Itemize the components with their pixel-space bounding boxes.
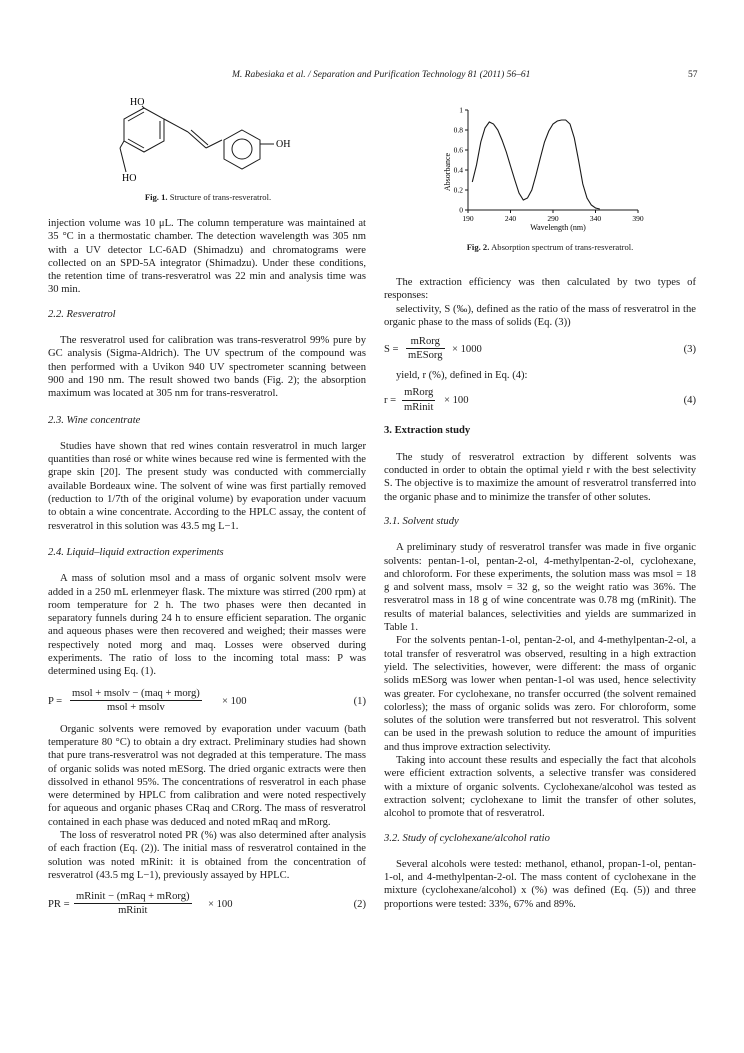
paragraph-2-4c: The loss of resveratrol noted PR (%) was also determined after analysis of each fraction (Eq. (2)). The initial mass of resveratrol contained in the solution was noted mRinit: it is obtained from the concentration of resveratrol (43.5 mg L−1), previously assayed by HPLC. [48,829,366,881]
paragraph-3-2: Several alcohols were tested: methanol, ethanol, propan-1-ol, pentan-1-ol, and 4-methylpentan-2-ol. The mass content of cyclohexane in the mixture (cyclohexane/alcohol) x (%) was defined (Eq. (5)) and three proportions were tested: 33%, 67% and 89%. [384,858,696,910]
y-tick-label: 0.4 [453,165,463,175]
eq1-lhs: P = [48,695,63,707]
eq2-lhs: PR = [48,899,70,911]
eq3-numerator: mRorg [406,335,445,349]
eq1-fraction [70,687,202,715]
left-column [48,217,366,918]
label-ho-bottom: HO [122,173,137,184]
eq2-multiplier: × 100 [208,899,233,911]
figure-2-label: Fig. 2. [466,242,490,252]
eq2-fraction [74,890,192,918]
y-tick-label: 1 [459,105,463,115]
label-ho-top: HO [130,97,145,108]
paragraph-3-1c: Taking into account these results and especially the fact that alcohols were efficient extraction solvents, a selective transfer was considered with a mixture of organic solvents. Cyclohexane/alcohol was tested as extraction solvent; cyclohexane to limit the transfer of other solutes, alcohol to promote that of resveratrol. [384,755,696,820]
figure-1-label: Fig. 1. [144,192,168,202]
page-number: 57 [688,70,698,80]
vinyl-bridge [164,119,222,148]
y-axis-label: Absorbance [443,152,452,192]
heading-3-2: 3.2. Study of cyclohexane/alcohol ratio [384,832,550,844]
eq3-number: (3) [683,344,696,356]
eq1-numerator: msol + msolv − (maq + morg) [70,687,202,701]
eq4-multiplier: × 100 [444,395,469,407]
figure-1 [108,92,308,204]
y-tick-label: 0.2 [453,185,463,195]
figure-2-caption [440,242,660,252]
figure-1-caption [108,192,308,202]
paragraph-2-4b: Organic solvents were removed by evaporation under vacuum (bath temperature 80 °C) to obtain a dry extract. Preliminary studies had shown that pure trans-resveratrol was not degraded at this temperature. The mass of organic solids was noted mESorg. The dried organic extracts were then dissolved in ethanol 95%. The concentrations of resveratrol in each phase were determined by HPLC from calibration and were noted respectively for aqueous and organic phases CRaq and CRorg. The mass of resveratrol contained in each phase was deduced and noted mRaq and mRorg. [48,723,366,828]
figure-1-text: Structure of trans-resveratrol. [169,192,272,202]
eq2-denominator: mRinit [118,905,148,917]
equation-3 [384,335,696,363]
paragraph-2-4a: A mass of solution msol and a mass of organic solvent msolv were added in a 250 mL erlenmeyer flask. The mixture was stirred (200 rpm) at room temperature for 2 h. The two phases were then decanted in separatory funnels during 24 h to ensure efficient separation. The organic and aqueous phases were then recovered and weighed; their masses were respectively noted morg and maq. Losses were observed during experiments. The ratio of loss to the incoming total mass: P was determined using Eq. (1). [48,573,366,678]
right-column [384,276,696,911]
x-tick-label: 190 [462,214,474,223]
paragraph-3-1a: A preliminary study of resveratrol transfer was made in five organic solvents: pentan-1-ol, pentan-2-ol, 4-methylpentan-2-ol, cyclohexane, and chloroform. For these experiments, the solution mass was msol = 18 g and solvent mass, msolv = 32 g, so the weight ratio was 36%. The resveratrol mass in 18 g of wine concentrate was 0.78 mg (mRinit). The results of material balances, selectivities and yields are summarized in Table 1. [384,542,696,634]
chart-axes [454,106,644,224]
eq4-lhs: r = [384,395,397,407]
eq1-denominator: msol + msolv [107,701,165,713]
eq4-number: (4) [683,395,696,407]
x-axis-label: Wavelength (nm) [530,223,586,232]
paragraph-2-2: The resveratrol used for calibration was trans-resveratrol 99% pure by GC analysis (Sigma-Aldrich). The UV spectrum of the compound was then performed with a Uvikon 940 UV spectrometer scanning between 900 and 190 nm. The result showed two bands (Fig. 2); the absorption maximum was located at 305 nm for trans-resveratrol. [48,335,366,400]
equation-2 [48,890,366,918]
eq1-multiplier: × 100 [222,695,247,707]
ring-b [224,130,274,169]
eq2-numerator: mRinit − (mRaq + mRorg) [74,890,192,904]
paragraph-2-3: Studies have shown that red wines contain resveratrol in much larger quantities than rosé or white wines because red wine is fermented with the grape skin [20]. The present study was conducted with commercially available Bordeaux wine. The solvent of wine was first partially removed (reduction to 1/7th of the original volume) by evaporation under vacuum to obtain a wine concentrate. According to the HPLC assay, the content of resveratrol in this solution was 43.5 mg L−1. [48,440,366,532]
heading-2-3: 2.3. Wine concentrate [48,414,141,426]
eq4-numerator: mRorg [402,386,435,400]
eq3-denominator: mESorg [408,350,443,362]
x-tick-label: 290 [547,214,559,223]
eq3-multiplier: × 1000 [452,344,482,356]
resveratrol-structure [108,92,308,187]
paragraph-injection: injection volume was 10 μL. The column temperature was maintained at 35 °C in a thermostatic chamber. The detection wavelength was 305 nm with a UV detector LC-6AD (Shimadzu) and chromatograms were collected on an SPD-5A integrator (Shimadzu). Under these conditions, the retention time of trans-resveratrol was 22 min and analysis time was 30 min. [48,218,366,296]
heading-2-4: 2.4. Liquid–liquid extraction experiments [48,546,224,558]
ring-a [120,106,164,172]
heading-3: 3. Extraction study [384,425,471,437]
y-tick-label: 0.8 [453,125,463,135]
heading-3-1: 3.1. Solvent study [384,515,459,527]
x-tick-label: 390 [632,214,644,223]
equation-1 [48,687,366,715]
figure-2 [440,92,660,252]
eq1-number: (1) [353,695,366,707]
y-tick-label: 0 [459,205,463,215]
eq2-number: (2) [353,899,366,911]
eq3-fraction [406,335,445,363]
absorption-chart [440,92,660,232]
paragraph-selectivity: selectivity, S (‰), defined as the ratio of the mass of resveratrol in the organic phase to the mass of solids (Eq. (3)) [384,303,696,328]
spectrum-line [472,120,600,209]
equation-4 [384,386,696,414]
eq4-denominator: mRinit [404,401,434,413]
figure-2-text: Absorption spectrum of trans-resveratrol. [491,242,634,252]
x-tick-label: 340 [589,214,602,223]
heading-2-2: 2.2. Resveratrol [48,308,116,320]
eq4-fraction [402,386,435,414]
x-tick-label: 240 [504,214,517,223]
eq3-lhs: S = [384,344,399,356]
paragraph-3: The study of resveratrol extraction by different solvents was conducted in order to obtain the optimal yield r with the best selectivity S. The objective is to maximize the amount of resveratrol transferred into the organic phase and to minimize the transfer of other solutes. [384,451,696,503]
y-tick-label: 0.6 [453,145,463,155]
label-oh: OH [276,139,291,150]
header-citation: M. Rabesiaka et al. / Separation and Purification Technology 81 (2011) 56–61 [232,70,531,80]
paragraph-yield: yield, r (%), defined in Eq. (4): [396,370,528,382]
paragraph-3-1b: For the solvents pentan-1-ol, pentan-2-ol, and 4-methylpentan-2-ol, a total transfer of resveratrol was observed, resulting in a high extraction yield. The selectivities, however, were different: the mass of organic solids mESorg was lower when pentan-1-ol was used, hence selectivity was greater. For cyclohexane, no transfer occurred (the solvent remained colorless); the mass of organic solids was zero. For chloroform, some solutes of the solution were transferred but not resveratrol. This solvent can be used in the prewash solution to reduce the amount of impurities and thus improve extraction selectivity. [384,635,696,753]
paragraph-efficiency: The extraction efficiency was then calculated by two types of responses: [384,277,696,302]
